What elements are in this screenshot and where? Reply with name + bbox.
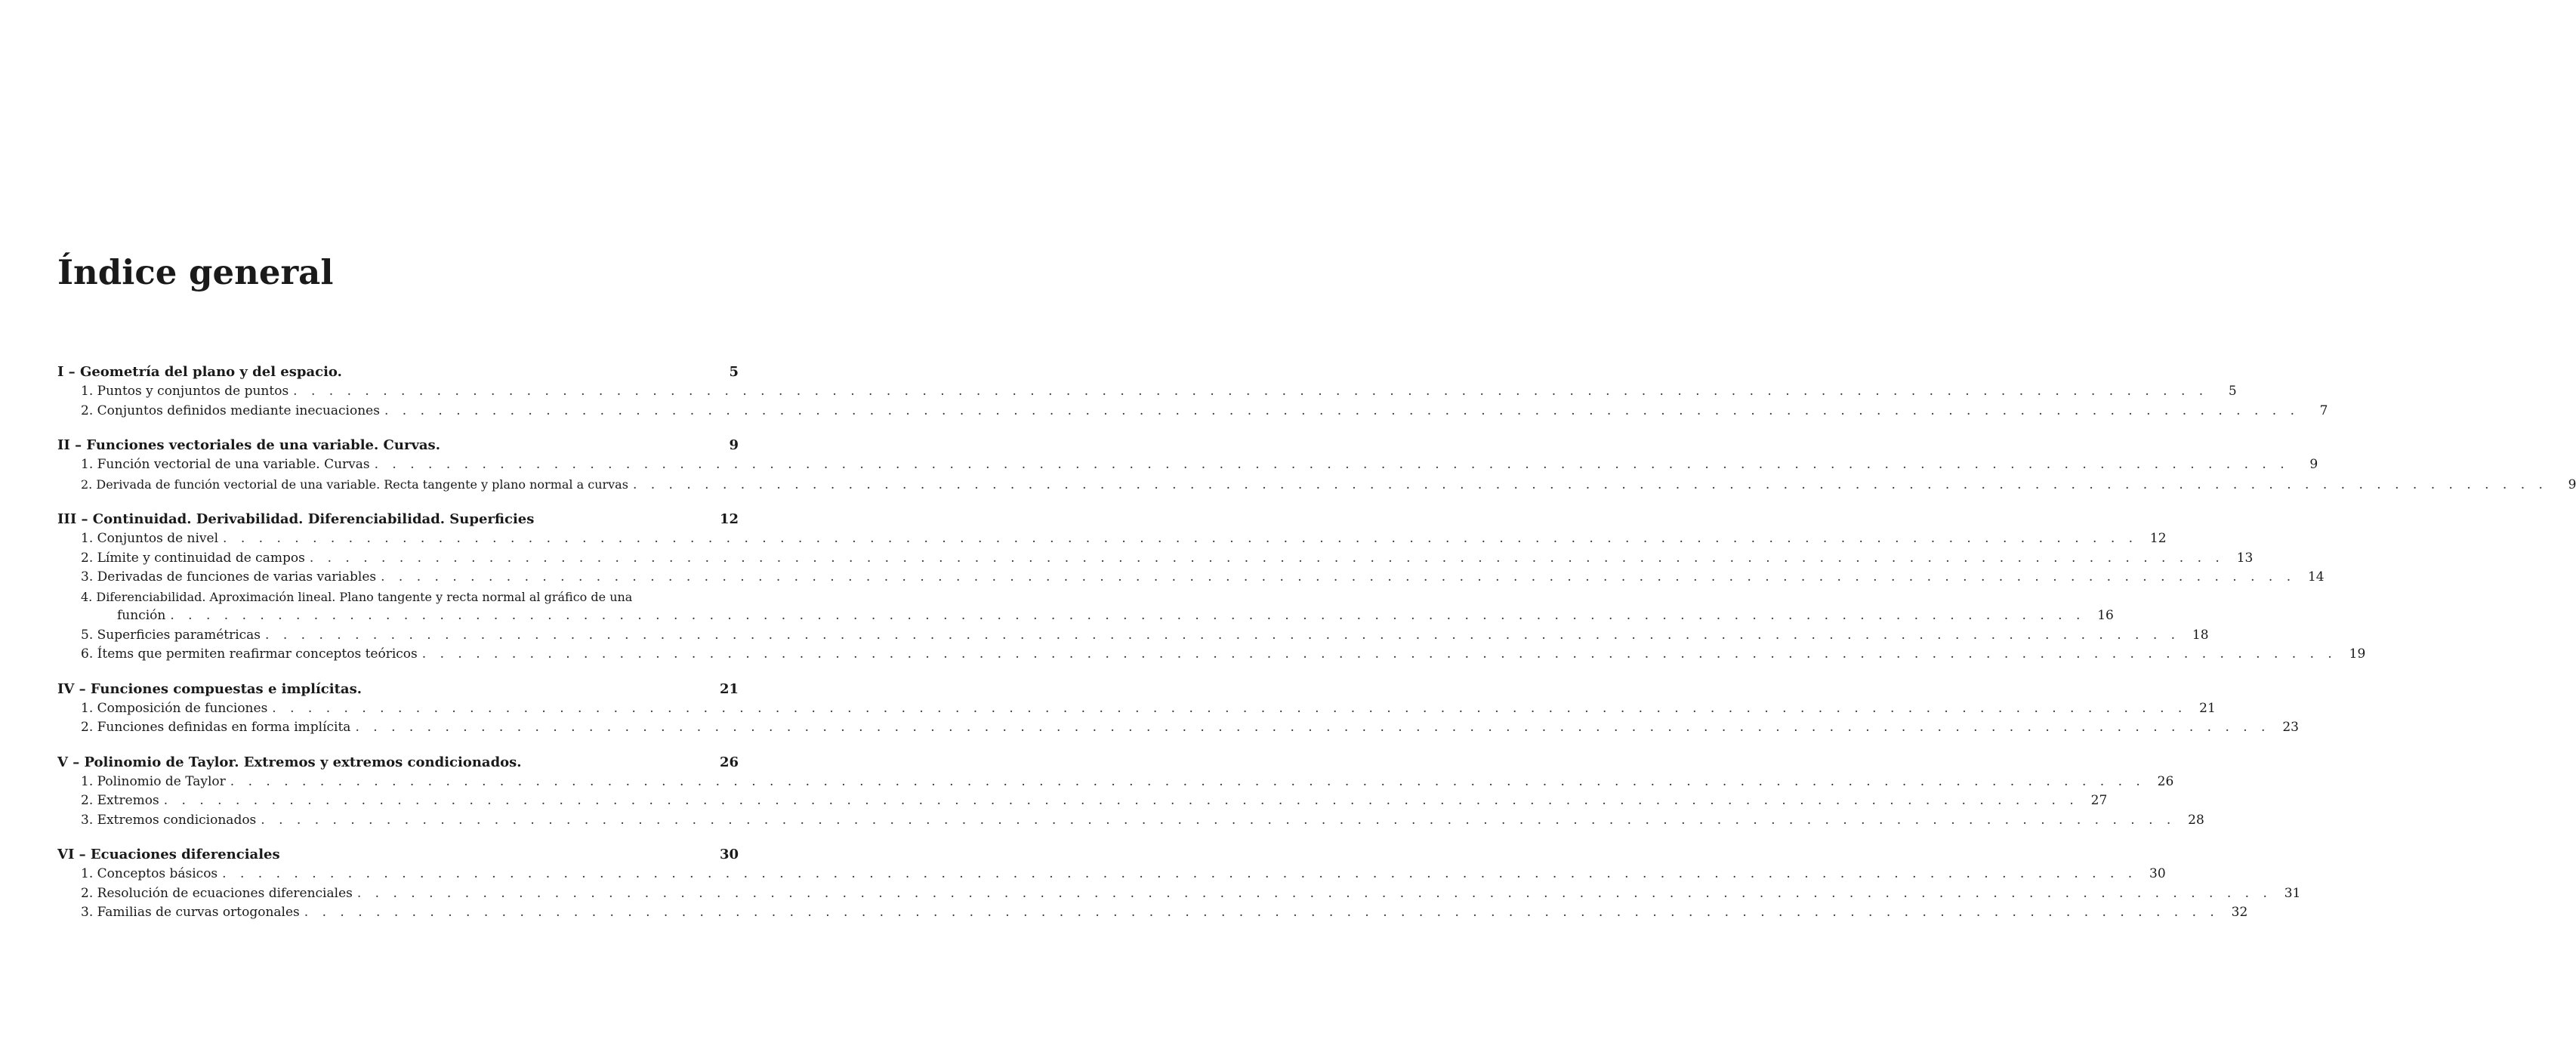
chapter-heading[interactable]	[57, 845, 739, 865]
section-page-number: 9	[2309, 457, 2318, 472]
section-title: Diferenciabilidad. Aproximación lineal. Plano tangente y recta normal al gráfico de una	[96, 589, 633, 604]
section-number: 2.	[81, 793, 94, 808]
section-title: Superficies paramétricas	[97, 627, 261, 643]
toc-entry[interactable]	[57, 382, 2237, 402]
section-page-number: 12	[2149, 531, 2167, 546]
section-title: Derivada de función vectorial de una variable. Recta tangente y plano normal a curvas	[96, 477, 628, 492]
section-title: Extremos condicionados	[97, 812, 257, 828]
toc-entry[interactable]	[57, 588, 2114, 626]
dot-leader	[375, 455, 2290, 475]
dot-leader	[355, 718, 2270, 738]
chapter-3	[57, 510, 2366, 665]
section-number: 5.	[81, 627, 94, 643]
chapter-page-number: 9	[729, 437, 739, 453]
section-page-number: 23	[2282, 720, 2299, 735]
section-label	[81, 718, 350, 738]
dot-leader	[222, 865, 2137, 884]
dot-leader	[223, 529, 2138, 549]
toc-entry[interactable]	[57, 903, 2248, 923]
dot-leader	[170, 606, 2085, 626]
chapter-5	[57, 753, 2204, 831]
section-page-number: 16	[2097, 608, 2114, 623]
section-page-number: 14	[2307, 569, 2325, 585]
section-label	[81, 529, 218, 549]
section-number: 6.	[81, 646, 94, 662]
chapter-title: III – Continuidad. Derivabilidad. Diferenciabilidad. Superficies	[57, 511, 535, 527]
section-label	[81, 475, 628, 495]
section-label	[81, 865, 217, 884]
section-label	[81, 699, 267, 719]
section-label	[81, 791, 159, 811]
section-number: 1.	[81, 384, 94, 399]
chapter-title: IV – Funciones compuestas e implícitas.	[57, 680, 362, 697]
section-page-number: 28	[2188, 812, 2204, 828]
dot-leader	[384, 402, 2300, 421]
page-title: Índice general	[57, 252, 334, 292]
section-number: 2.	[81, 403, 94, 418]
toc-entry[interactable]	[57, 529, 2167, 549]
section-page-number: 19	[2349, 646, 2366, 662]
chapter-page-number: 21	[719, 680, 739, 697]
toc-entry[interactable]	[57, 699, 2216, 719]
section-page-number: 21	[2199, 700, 2216, 716]
section-label	[81, 455, 370, 475]
section-label	[81, 811, 256, 831]
section-number: 4.	[81, 589, 93, 604]
section-number: 1.	[81, 866, 94, 881]
toc-entry[interactable]	[57, 791, 2108, 811]
section-title: Composición de funciones	[97, 700, 268, 716]
toc-entry[interactable]	[57, 865, 2166, 884]
toc-entry[interactable]	[57, 402, 2328, 421]
chapter-page-number: 30	[719, 847, 739, 862]
section-continuation	[81, 606, 2114, 626]
dot-leader	[633, 476, 2548, 495]
toc-entry[interactable]	[57, 568, 2325, 588]
section-number: 1.	[81, 457, 94, 472]
chapter-title: V – Polinomio de Taylor. Extremos y extremos condicionados.	[57, 754, 522, 770]
dot-leader	[261, 811, 2176, 831]
section-title: Resolución de ecuaciones diferenciales	[97, 885, 353, 901]
dot-leader	[272, 699, 2187, 719]
toc-entry[interactable]	[57, 549, 2254, 569]
section-label	[81, 549, 305, 569]
section-page-number: 5	[2228, 384, 2237, 399]
chapter-page-number: 26	[719, 754, 739, 770]
toc-entry[interactable]	[57, 811, 2204, 831]
section-title: Funciones definidas en forma implícita	[97, 720, 351, 735]
section-title: Conjuntos definidos mediante inecuaciones	[97, 403, 380, 418]
section-page-number: 9	[2568, 477, 2576, 492]
section-title-continuation: función	[117, 608, 166, 623]
chapter-title: VI – Ecuaciones diferenciales	[57, 847, 280, 862]
section-number: 3.	[81, 812, 94, 828]
dot-leader	[265, 626, 2180, 646]
chapter-title: II – Funciones vectoriales de una variable. Curvas.	[57, 437, 440, 453]
section-title: Función vectorial de una variable. Curvas	[97, 457, 370, 472]
section-number: 1.	[81, 700, 94, 716]
section-label	[81, 568, 376, 588]
dot-leader	[293, 382, 2208, 402]
chapter-1	[57, 362, 2328, 421]
section-title: Familias de curvas ortogonales	[97, 905, 300, 920]
section-label	[81, 773, 226, 792]
chapter-heading[interactable]	[57, 680, 739, 699]
section-label	[81, 402, 380, 421]
table-of-contents	[57, 362, 2576, 938]
section-page-number: 31	[2284, 885, 2301, 901]
section-number: 2.	[81, 720, 94, 735]
section-number: 3.	[81, 905, 94, 920]
section-title: Puntos y conjuntos de puntos	[97, 384, 289, 399]
chapter-6	[57, 845, 2301, 923]
section-label	[81, 588, 739, 607]
section-number: 2.	[81, 477, 93, 492]
section-number: 1.	[81, 531, 94, 546]
dot-leader	[357, 884, 2272, 904]
section-title: Extremos	[97, 793, 159, 808]
section-page-number: 13	[2236, 550, 2254, 566]
section-number: 2.	[81, 885, 94, 901]
chapter-heading[interactable]	[57, 510, 739, 529]
toc-entry[interactable]	[57, 455, 2318, 475]
chapter-heading[interactable]	[57, 753, 739, 773]
section-title: Conjuntos de nivel	[97, 531, 219, 546]
dot-leader	[230, 773, 2146, 792]
section-title: Polinomio de Taylor	[97, 773, 226, 789]
section-label	[81, 903, 300, 923]
toc-entry[interactable]	[57, 718, 2299, 738]
dot-leader	[164, 791, 2079, 811]
toc-entry[interactable]	[57, 645, 2366, 665]
section-title: Derivadas de funciones de varias variables	[97, 569, 377, 585]
chapter-page-number: 5	[729, 364, 739, 380]
chapter-title: I – Geometría del plano y del espacio.	[57, 364, 342, 380]
chapter-2	[57, 436, 2576, 495]
toc-entry[interactable]	[57, 475, 2576, 495]
toc-entry[interactable]	[57, 626, 2209, 646]
dot-leader	[310, 549, 2225, 569]
chapter-page-number: 12	[719, 511, 739, 527]
section-page-number: 30	[2149, 866, 2166, 881]
section-page-number: 26	[2157, 773, 2174, 789]
section-label	[81, 884, 353, 904]
chapter-heading[interactable]	[57, 436, 739, 455]
section-number: 1.	[81, 773, 94, 789]
dot-leader	[422, 645, 2337, 665]
chapter-heading[interactable]	[57, 362, 739, 382]
section-page-number: 7	[2319, 403, 2328, 418]
section-title: Límite y continuidad de campos	[97, 550, 305, 566]
section-number: 2.	[81, 550, 94, 566]
chapter-4	[57, 680, 2299, 738]
dot-leader	[381, 568, 2296, 588]
section-label	[81, 382, 288, 402]
toc-entry[interactable]	[57, 773, 2174, 792]
toc-entry[interactable]	[57, 884, 2301, 904]
section-page-number: 27	[2090, 793, 2108, 808]
dot-leader	[304, 903, 2220, 923]
section-title: Conceptos básicos	[97, 866, 218, 881]
section-number: 3.	[81, 569, 94, 585]
section-title: Ítems que permiten reafirmar conceptos teóricos	[97, 646, 418, 662]
section-page-number: 18	[2192, 627, 2209, 643]
section-label	[81, 626, 261, 646]
section-label	[81, 645, 418, 665]
section-page-number: 32	[2231, 905, 2248, 920]
